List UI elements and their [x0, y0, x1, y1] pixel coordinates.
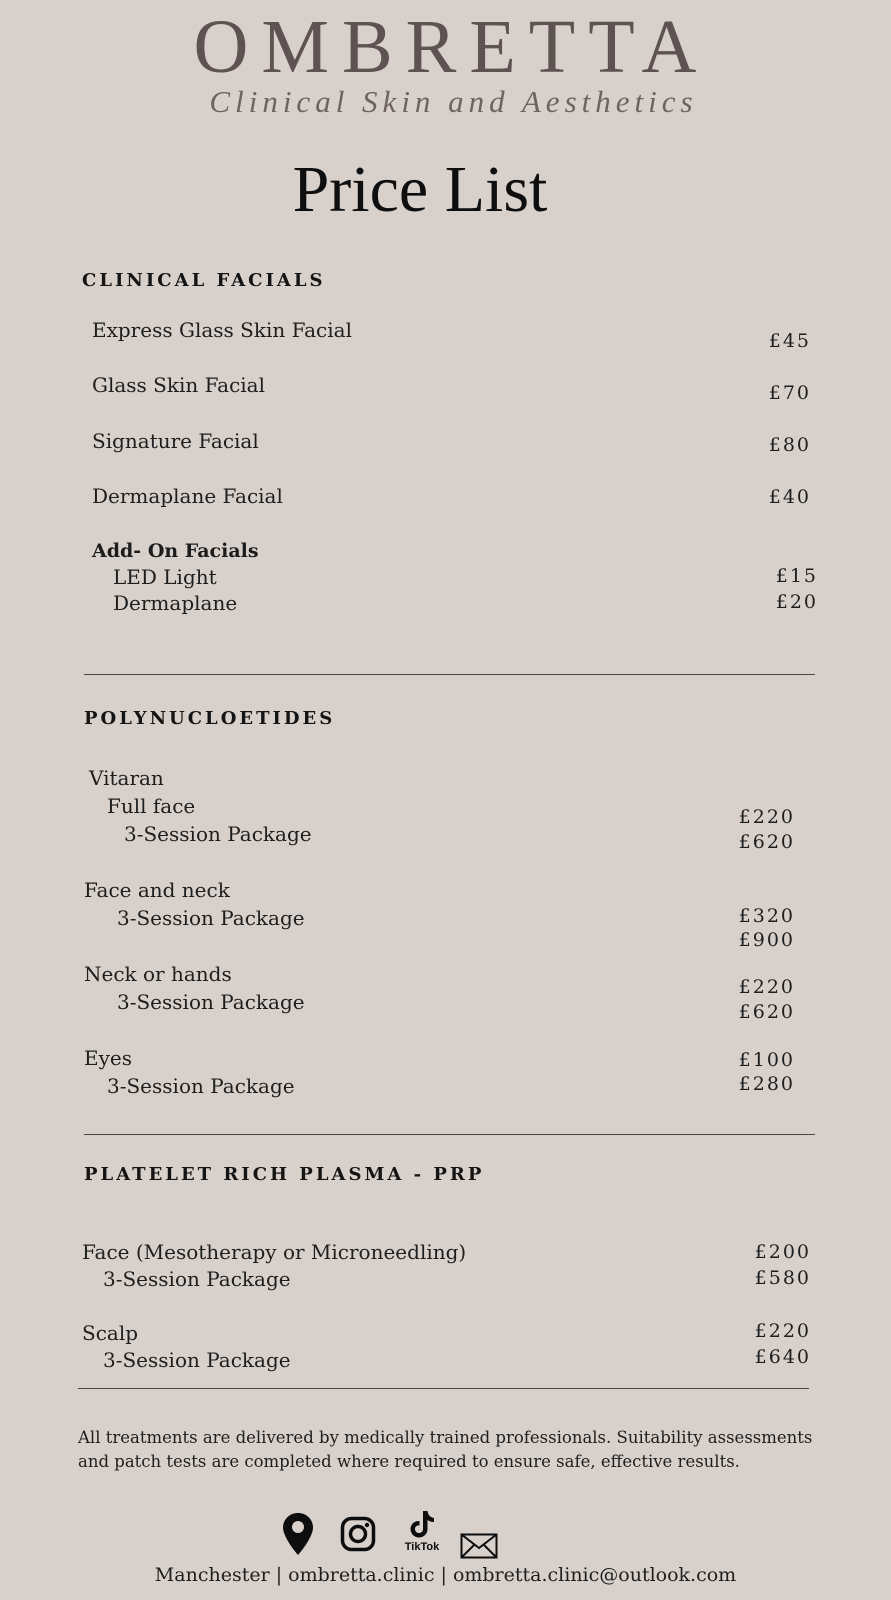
addon-name: LED Light [113, 565, 217, 589]
treatment-price: £320 [738, 905, 795, 927]
section-divider [78, 1388, 809, 1389]
service-price: £70 [768, 382, 811, 404]
package-name: 3-Session Package [117, 990, 305, 1014]
package-price: £640 [754, 1346, 811, 1368]
location-pin-icon[interactable] [282, 1512, 314, 1560]
addon-heading: Add- On Facials [92, 540, 259, 562]
tiktok-icon[interactable] [399, 1510, 445, 1553]
treatment-area: Eyes [84, 1046, 132, 1070]
package-name: 3-Session Package [107, 1074, 295, 1098]
treatment-area: Neck or hands [84, 962, 232, 986]
mail-icon[interactable] [460, 1533, 498, 1563]
package-name: 3-Session Package [103, 1267, 291, 1291]
package-name: 3-Session Package [117, 906, 305, 930]
section-divider [84, 1134, 815, 1135]
service-price: £45 [768, 330, 811, 352]
treatment-price: £200 [754, 1241, 811, 1263]
package-name: 3-Session Package [124, 822, 312, 846]
package-price: £900 [738, 929, 795, 951]
treatment-name: Scalp [82, 1321, 139, 1345]
treatment-price: £220 [738, 976, 795, 998]
section-heading-prp: PLATELET RICH PLASMA - PRP [84, 1164, 485, 1185]
package-price: £280 [738, 1073, 795, 1095]
treatment-area: Full face [107, 794, 196, 818]
treatment-area: Face and neck [84, 878, 230, 902]
treatment-price: £220 [738, 806, 795, 828]
service-price: £80 [768, 434, 811, 456]
service-name: Dermaplane Facial [92, 484, 283, 508]
section-heading-clinical-facials: CLINICAL FACIALS [82, 270, 326, 291]
disclaimer-note: All treatments are delivered by medically trained professionals. Suitability assessments and patch tests are completed where required to ensure safe, effective results. [78, 1428, 813, 1471]
instagram-icon[interactable] [340, 1516, 376, 1556]
page-title: Price List [292, 153, 548, 226]
tiktok-label: TikTok [404, 1541, 440, 1553]
service-name: Express Glass Skin Facial [92, 318, 352, 342]
section-heading-polynucleotides: POLYNUCLOETIDES [84, 708, 336, 729]
service-price: £40 [768, 486, 811, 508]
brand-name: OMBRETTA [193, 5, 710, 89]
treatment-name: Vitaran [89, 766, 164, 790]
package-price: £620 [738, 1001, 795, 1023]
addon-price: £20 [775, 591, 818, 613]
package-name: 3-Session Package [103, 1348, 291, 1372]
treatment-name: Face (Mesotherapy or Microneedling) [82, 1240, 467, 1264]
addon-name: Dermaplane [113, 591, 238, 615]
package-price: £580 [754, 1267, 811, 1289]
treatment-price: £220 [754, 1320, 811, 1342]
service-name: Signature Facial [92, 429, 259, 453]
service-name: Glass Skin Facial [92, 373, 265, 397]
brand-tagline: Clinical Skin and Aesthetics [209, 84, 698, 119]
contact-footer[interactable]: Manchester | ombretta.clinic | ombretta.clinic@outlook.com [154, 1564, 737, 1586]
package-price: £620 [738, 831, 795, 853]
addon-price: £15 [775, 565, 818, 587]
treatment-price: £100 [738, 1049, 795, 1071]
section-divider [84, 674, 815, 675]
